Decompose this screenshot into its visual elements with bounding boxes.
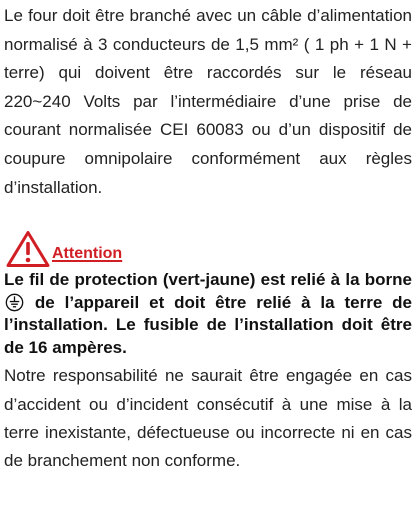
warning-triangle-icon [6,230,50,268]
liability-note: Notre responsabilité ne saurait être engagée en cas d’accident ou d’incident consécutif à une mise à la terre inexistante, défectueuse ou incorrecte ni en cas de branchement non conforme. [4,366,412,471]
protection-wire-text-1: Le fil de protection (vert-jaune) est relié à la borne [4,270,412,290]
installation-paragraph: Le four doit être branché avec un câble d’alimentation normalisé à 3 conducteurs de 1,5 mm² ( 1 ph + 1 N + terre) qui doivent être raccordés sur le réseau 220~240 Volts par l’intermédiaire d’une prise de courant normalisée CEI 60083 ou d’un dispositif de coupure omnipolaire conformément aux règles d’installation. [4,6,412,197]
protection-wire-warning [4,269,412,359]
protection-wire-text-2: de l’appareil et doit être relié à la terre de l’installation. Le fusible de l’installation doit être de 16 ampères. [4,292,412,357]
ground-earth-icon [5,293,24,312]
attention-header [4,233,412,267]
attention-label: Attention [52,245,123,263]
